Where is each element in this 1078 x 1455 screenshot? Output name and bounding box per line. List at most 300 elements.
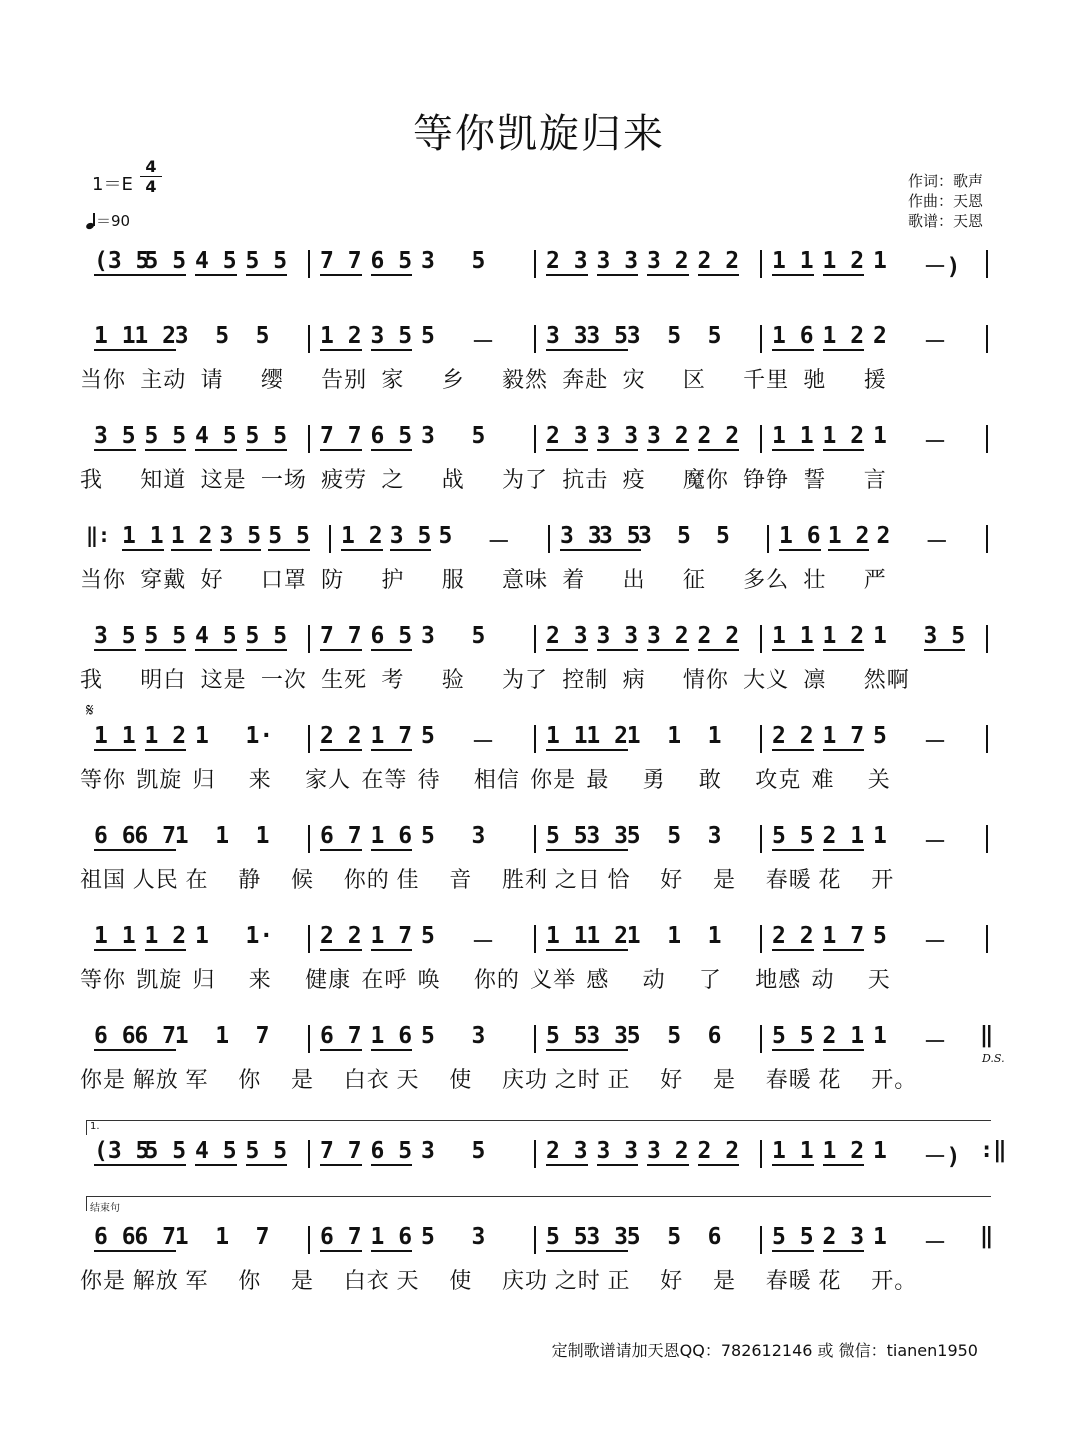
barline <box>760 625 762 653</box>
credits <box>908 171 983 231</box>
note-group: 6 <box>707 1224 722 1250</box>
notation-row <box>0 623 1078 653</box>
lyric-word: 等你 <box>80 968 127 993</box>
lyric-word: 候 <box>291 868 315 893</box>
note-group: 5 <box>421 1023 435 1049</box>
barline <box>308 1025 310 1053</box>
lyric-word: 是 <box>291 1068 315 1093</box>
lyric-word: 开。 <box>871 1269 918 1294</box>
lyric-word: 你 <box>238 1068 262 1093</box>
lyric-word: 动 <box>642 968 666 993</box>
lyric-word: 春暖 <box>765 1068 812 1093</box>
note-group: 1 6 <box>772 323 814 349</box>
lyrics-row <box>0 1063 1078 1093</box>
notation-row <box>0 723 1078 753</box>
lyric-word: 天 <box>396 1068 420 1093</box>
lyric-word: 请 <box>200 368 224 393</box>
note-group: － <box>471 329 495 355</box>
lyrics-row <box>0 663 1078 693</box>
lyric-word: 攻克 <box>755 768 802 793</box>
note-group: － <box>923 329 947 355</box>
lyric-word: 情你 <box>682 668 729 693</box>
note-group: 1 2 <box>827 523 870 549</box>
note-group: 1 1 <box>772 1138 814 1164</box>
note-group: 3 <box>421 423 435 449</box>
lyric-word: 开 <box>871 868 895 893</box>
lyric-word: 疲劳 <box>321 468 368 493</box>
lyric-word: 援 <box>863 368 887 393</box>
lyric-word: 验 <box>441 668 465 693</box>
lyric-word: 壮 <box>803 568 827 593</box>
notation-row <box>0 248 1078 278</box>
lyric-word: 花 <box>818 1269 842 1294</box>
lyric-word: 控制 <box>562 668 609 693</box>
note-group: － <box>471 729 495 755</box>
lyric-word: 穿戴 <box>140 568 187 593</box>
coda-bracket <box>86 1196 991 1214</box>
note-group: 3 2 <box>647 248 689 274</box>
note-group: 1 1 <box>772 423 814 449</box>
note-group: 1· <box>245 723 274 749</box>
barline <box>308 250 310 278</box>
note-group: 5 <box>626 1224 641 1250</box>
note-group: 6 7 <box>320 823 362 849</box>
note-group: － <box>923 829 947 855</box>
barline <box>986 425 988 453</box>
lyric-word: 凯旋 <box>136 768 183 793</box>
song-title: 等你凯旋归来 <box>413 111 665 157</box>
note-group: (3 5 <box>94 1138 150 1164</box>
note-group: 1 <box>174 1023 189 1049</box>
lyric-word: 言 <box>863 468 887 493</box>
lyric-word: 出 <box>622 568 646 593</box>
lyrics-row <box>0 1264 1078 1294</box>
lyric-word: 毅然 <box>502 368 549 393</box>
lyric-word: 家人 <box>305 768 352 793</box>
lyric-word: 在 <box>185 868 209 893</box>
lyric-word: 服 <box>441 568 465 593</box>
first-ending-label: 1. <box>90 1121 100 1132</box>
lyric-word: 在呼 <box>361 968 408 993</box>
note-group: 3 5 <box>586 323 628 349</box>
barline <box>986 725 988 753</box>
barline <box>760 825 762 853</box>
note-group: 6 7 <box>134 1224 176 1250</box>
lyric-word: 好 <box>660 868 684 893</box>
lyric-word: 你的 <box>473 968 520 993</box>
note-group: 1 6 <box>779 523 821 549</box>
tempo-marking <box>86 210 130 231</box>
note-group: 7 7 <box>320 248 362 274</box>
lyric-word: 之时 <box>554 1269 601 1294</box>
barline <box>760 1226 762 1254</box>
barline <box>760 925 762 953</box>
lyric-word: 疫 <box>622 468 646 493</box>
note-group: 6 5 <box>370 248 413 274</box>
barline <box>308 925 310 953</box>
note-group: 1 1 <box>122 523 164 549</box>
note-group: 3 <box>626 323 641 349</box>
note-group: 6 6 <box>94 1023 136 1049</box>
lyric-word: 大义 <box>743 668 790 693</box>
note-group: 5 <box>626 1023 641 1049</box>
note-group: 5 5 <box>245 248 288 274</box>
lyric-word: 白衣 <box>343 1269 390 1294</box>
note-group: 1· <box>245 923 274 949</box>
lyric-word: 多么 <box>743 568 790 593</box>
lyric-word: 唤 <box>417 968 441 993</box>
lyric-word: 生死 <box>321 668 368 693</box>
note-group: 6 7 <box>134 1023 176 1049</box>
note-group: 4 5 <box>195 1138 237 1164</box>
barline <box>534 325 536 353</box>
lyricist-credit: 作词：歌声 <box>908 172 984 190</box>
note-group: 3 5 <box>219 523 262 549</box>
note-group: 5 5 <box>772 823 814 849</box>
note-group: 6 7 <box>320 1023 362 1049</box>
key-signature: 1＝E <box>92 174 133 195</box>
note-group: 1 <box>873 423 887 449</box>
barline <box>534 425 536 453</box>
footer-contact: 定制歌谱请加天恩QQ：782612146 或 微信：tianen1950 <box>551 1341 978 1360</box>
note-group: 6 6 <box>94 1224 136 1250</box>
lyric-word: 人民 <box>132 868 179 893</box>
barline <box>534 725 536 753</box>
lyric-word: 之时 <box>554 1068 601 1093</box>
note-group: 1 1 <box>94 923 136 949</box>
lyric-word: 好 <box>200 568 224 593</box>
note-group: 1 2 <box>144 723 187 749</box>
lyric-word: 祖国 <box>80 868 127 893</box>
note-group: 3 <box>174 323 189 349</box>
lyric-word: 誓 <box>803 468 827 493</box>
time-signature-bottom: 4 <box>145 177 157 196</box>
note-group: 3 5 <box>370 323 413 349</box>
barline <box>534 250 536 278</box>
lyric-word: 音 <box>449 868 473 893</box>
barline <box>986 525 988 553</box>
note-group: 1 7 <box>370 923 413 949</box>
note-group: 6 6 <box>94 823 136 849</box>
note-group: － <box>923 1029 947 1055</box>
barline <box>534 825 536 853</box>
lyric-word: 感 <box>586 968 610 993</box>
lyric-word: 灾 <box>622 368 646 393</box>
note-group: 1 2 <box>170 523 213 549</box>
lyric-word: 家 <box>381 368 405 393</box>
barline <box>308 1140 310 1168</box>
note-group: 5 <box>667 823 682 849</box>
lyric-word: 勇 <box>642 768 666 793</box>
note-group: 3 3 <box>546 323 588 349</box>
lyric-word: 是 <box>291 1269 315 1294</box>
lyric-word: 来 <box>248 968 272 993</box>
note-group: 1 2 <box>134 323 176 349</box>
note-group: 1 2 <box>144 923 187 949</box>
notation-row <box>0 823 1078 853</box>
note-group: 1 1 <box>546 923 588 949</box>
note-group: 2 3 <box>546 423 588 449</box>
note-group: 1 7 <box>822 923 865 949</box>
barline <box>534 1226 536 1254</box>
lyric-word: 是 <box>713 868 737 893</box>
lyric-word: 考 <box>381 668 405 693</box>
lyric-word: 天 <box>396 1269 420 1294</box>
note-group: 3 3 <box>596 248 639 274</box>
note-group: 5 <box>626 823 641 849</box>
barline <box>760 1140 762 1168</box>
note-group: － <box>923 729 947 755</box>
lyric-word: 抗击 <box>562 468 609 493</box>
note-group: 5 <box>471 623 486 649</box>
note-group: 5 <box>667 1224 682 1250</box>
lyric-word: 健康 <box>305 968 352 993</box>
barline <box>548 525 550 553</box>
note-group: 1 <box>174 823 189 849</box>
lyric-word: 待 <box>417 768 441 793</box>
final-barline: ‖ <box>980 1224 994 1249</box>
quarter-note-icon <box>86 213 96 229</box>
score-credit: 歌谱：天恩 <box>908 212 984 230</box>
lyric-word: 为了 <box>502 668 549 693</box>
note-group: 5 <box>471 248 486 274</box>
barline <box>760 425 762 453</box>
note-group: 3 3 <box>560 523 602 549</box>
barline <box>986 925 988 953</box>
note-group: 1 1 <box>546 723 588 749</box>
note-group: 3 5 <box>923 623 966 649</box>
note-group: － <box>471 929 495 955</box>
lyric-word: 春暖 <box>765 868 812 893</box>
lyric-word: 主动 <box>140 368 187 393</box>
note-group: 3 3 <box>596 423 639 449</box>
barline <box>534 925 536 953</box>
note-group: 1 <box>215 1224 230 1250</box>
note-group: 1 <box>707 923 722 949</box>
lyric-word: 这是 <box>200 668 247 693</box>
note-group: 5 <box>707 323 722 349</box>
notation-row <box>0 923 1078 953</box>
note-group: 6 7 <box>134 823 176 849</box>
note-group: 1 2 <box>822 1138 865 1164</box>
note-group: 1 <box>195 723 209 749</box>
note-group: 2 <box>876 523 891 549</box>
lyric-word: 明白 <box>140 668 187 693</box>
lyric-word: 天 <box>867 968 891 993</box>
barline <box>534 1140 536 1168</box>
note-group: 5 5 <box>772 1224 814 1250</box>
lyric-word: 知道 <box>140 468 187 493</box>
note-group: 1 7 <box>822 723 865 749</box>
note-group: 3 2 <box>647 423 689 449</box>
lyric-word: 来 <box>248 768 272 793</box>
barline <box>986 825 988 853</box>
lyric-word: 恰 <box>607 868 631 893</box>
note-group: 5 5 <box>546 1224 588 1250</box>
lyric-word: 动 <box>811 968 835 993</box>
lyric-word: 区 <box>682 368 706 393</box>
note-group: 5 5 <box>245 423 288 449</box>
note-group: 3 <box>471 1023 486 1049</box>
note-group: 5 5 <box>268 523 310 549</box>
lyric-word: 意味 <box>502 568 549 593</box>
ds-marking: D.S. <box>982 1052 1005 1065</box>
barline <box>986 625 988 653</box>
note-group: 2 2 <box>697 423 740 449</box>
note-group: 2 1 <box>822 823 865 849</box>
lyric-word: 口罩 <box>260 568 307 593</box>
note-group: 2 1 <box>822 1023 865 1049</box>
note-group: 3 <box>421 1138 435 1164</box>
note-group: 6 5 <box>370 1138 413 1164</box>
note-group: 5 <box>471 423 486 449</box>
lyric-word: 告别 <box>321 368 368 393</box>
barline <box>760 250 762 278</box>
note-group: －) <box>923 1144 961 1170</box>
lyric-word: 征 <box>682 568 706 593</box>
note-group: 5 5 <box>144 248 187 274</box>
note-group: 3 <box>638 523 652 549</box>
note-group: 1 <box>873 1224 887 1250</box>
note-group: 2 3 <box>546 248 588 274</box>
note-group: 3 <box>471 823 486 849</box>
coda-label: 结束句 <box>90 1203 120 1214</box>
note-group: 2 2 <box>697 1138 740 1164</box>
note-group: 3 <box>707 823 722 849</box>
barline <box>329 525 331 553</box>
note-group: 3 5 <box>599 523 641 549</box>
segno-sign: 𝄋 <box>86 700 94 721</box>
note-group: 6 7 <box>320 1224 362 1250</box>
note-group: 5 <box>438 523 453 549</box>
note-group: 5 5 <box>245 1138 288 1164</box>
note-group: 2 2 <box>320 923 362 949</box>
note-group: 2 3 <box>546 623 588 649</box>
lyric-word: 军 <box>185 1269 209 1294</box>
note-group: 1 <box>873 623 887 649</box>
lyric-word: 护 <box>381 568 405 593</box>
note-group: 5 <box>421 1224 435 1250</box>
note-group: 1 <box>707 723 722 749</box>
lyric-word: 静 <box>238 868 262 893</box>
barline <box>308 625 310 653</box>
note-group: 5 5 <box>245 623 288 649</box>
note-group: 3 3 <box>586 1023 628 1049</box>
barline <box>308 725 310 753</box>
note-group: 5 5 <box>144 423 187 449</box>
note-group: 7 7 <box>320 423 362 449</box>
lyric-word: 最 <box>586 768 610 793</box>
note-group: 1 2 <box>822 423 865 449</box>
note-group: 3 5 <box>94 623 136 649</box>
lyric-word: 花 <box>818 868 842 893</box>
note-group: － <box>487 529 511 555</box>
lyrics-row <box>0 863 1078 893</box>
lyric-word: 病 <box>622 668 646 693</box>
time-signature-top: 4 <box>145 157 157 176</box>
note-group: 3 3 <box>596 623 639 649</box>
lyric-word: 好 <box>660 1068 684 1093</box>
lyrics-row <box>0 463 1078 493</box>
lyric-word: 关 <box>867 768 891 793</box>
repeat-end-sign: :‖ <box>980 1138 1007 1163</box>
barline <box>760 725 762 753</box>
lyric-word: 花 <box>818 1068 842 1093</box>
note-group: 5 <box>421 723 435 749</box>
lyric-word: 之日 <box>554 868 601 893</box>
note-group: 3 3 <box>586 1224 628 1250</box>
note-group: 7 7 <box>320 623 362 649</box>
note-group: 2 2 <box>772 923 814 949</box>
lyric-word: 军 <box>185 1068 209 1093</box>
lyric-word: 使 <box>449 1269 473 1294</box>
note-group: 2 2 <box>772 723 814 749</box>
lyric-word: 义举 <box>530 968 577 993</box>
lyric-word: 我 <box>80 468 104 493</box>
note-group: － <box>923 929 947 955</box>
note-group: 5 <box>677 523 691 549</box>
lyric-word: 解放 <box>132 1068 179 1093</box>
note-group: 5 <box>873 723 887 749</box>
lyric-word: 胜利 <box>502 868 549 893</box>
note-group: 4 5 <box>195 423 237 449</box>
note-group: 1 <box>255 823 270 849</box>
lyric-word: 正 <box>607 1068 631 1093</box>
note-group: 1 <box>174 1224 189 1250</box>
note-group: 1 2 <box>586 923 628 949</box>
lyric-word: 你是 <box>80 1269 127 1294</box>
lyric-word: 乡 <box>441 368 465 393</box>
lyric-word: 之 <box>381 468 405 493</box>
lyric-word: 使 <box>449 1068 473 1093</box>
note-group: 5 5 <box>772 1023 814 1049</box>
note-group: 5 <box>471 1138 486 1164</box>
notation-row <box>0 523 1078 553</box>
lyric-word: 春暖 <box>765 1269 812 1294</box>
repeat-start-sign: ‖: <box>86 523 111 547</box>
note-group: 3 2 <box>647 1138 689 1164</box>
notation-row <box>0 1224 1078 1254</box>
note-group: 1 <box>873 248 887 274</box>
lyric-word: 当你 <box>80 568 127 593</box>
note-group: 3 2 <box>647 623 689 649</box>
lyric-word: 你 <box>238 1269 262 1294</box>
lyric-word: 这是 <box>200 468 247 493</box>
lyric-word: 战 <box>441 468 465 493</box>
note-group: 6 5 <box>370 423 413 449</box>
lyric-word: 驰 <box>803 368 827 393</box>
note-group: 5 5 <box>144 1138 187 1164</box>
barline <box>308 325 310 353</box>
note-group: 1 <box>215 823 230 849</box>
lyric-word: 开。 <box>871 1068 918 1093</box>
barline <box>767 525 769 553</box>
note-group: 1 <box>215 1023 230 1049</box>
note-group: 6 5 <box>370 623 413 649</box>
lyric-word: 地感 <box>755 968 802 993</box>
lyrics-row <box>0 963 1078 993</box>
barline <box>986 325 988 353</box>
barline <box>534 625 536 653</box>
lyric-word: 严 <box>863 568 887 593</box>
note-group: 7 7 <box>320 1138 362 1164</box>
note-group: 2 3 <box>546 1138 588 1164</box>
note-group: 5 <box>667 1023 682 1049</box>
lyric-word: 凯旋 <box>136 968 183 993</box>
lyric-word: 你的 <box>343 868 390 893</box>
note-group: (3 5 <box>94 248 150 274</box>
barline <box>760 325 762 353</box>
